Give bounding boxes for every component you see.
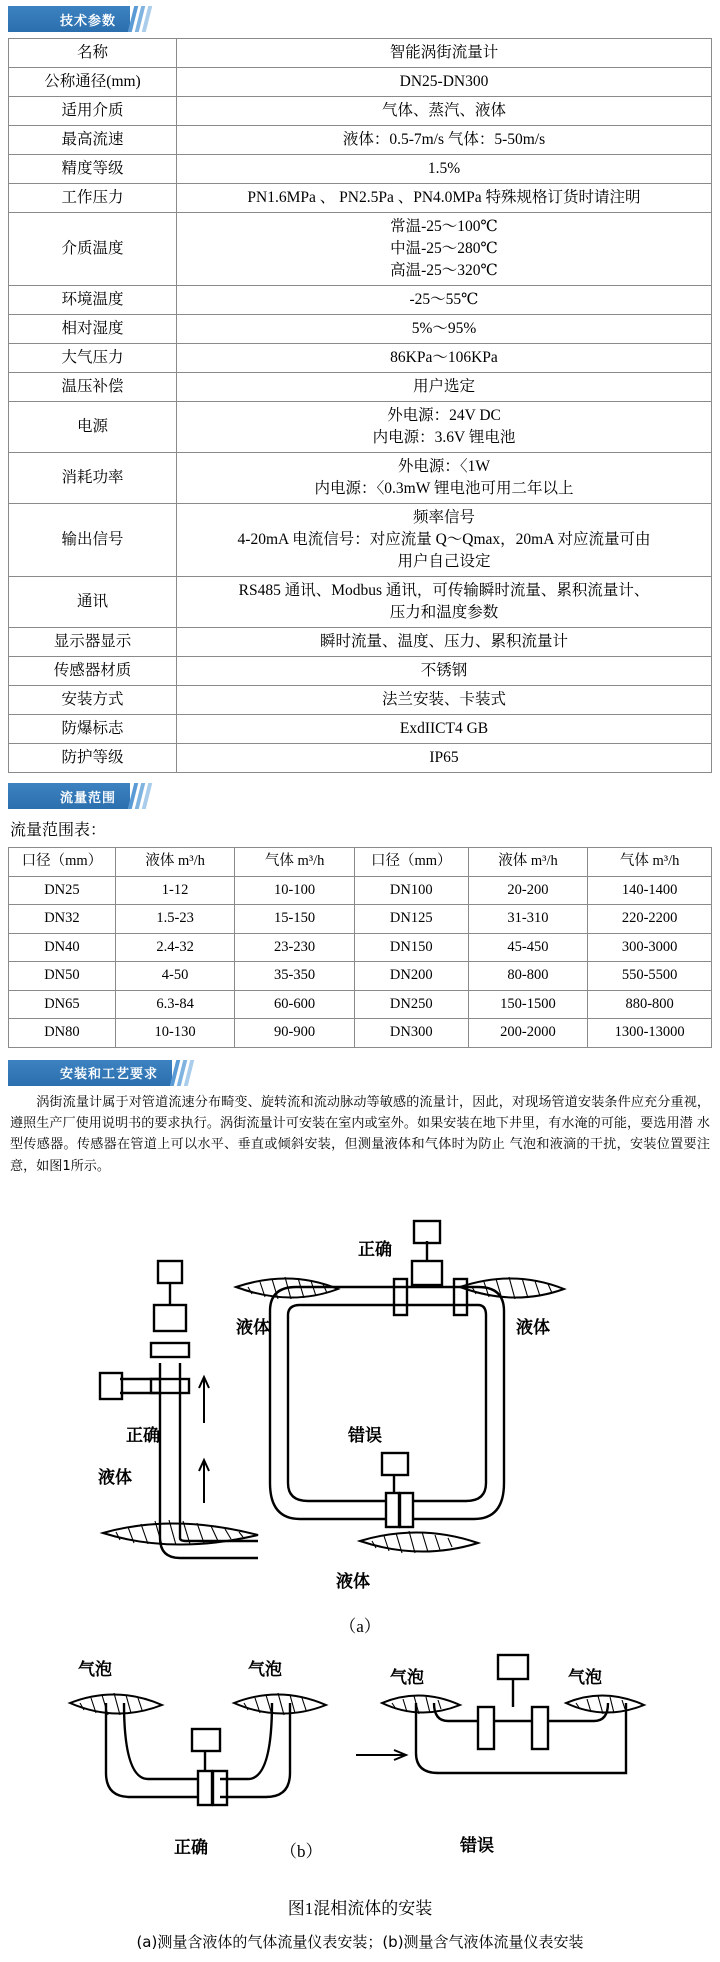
figure-diagram-b-svg [8,1645,708,1885]
flow-cell: 150-1500 [468,990,588,1019]
spec-key-cell: 介质温度 [9,213,177,286]
spec-key-cell: 温压补偿 [9,373,177,402]
table-row [9,628,712,657]
flow-cell: 220-2200 [588,905,712,934]
spec-key-cell: 输出信号 [9,504,177,577]
spec-key-cell: 适用介质 [9,97,177,126]
spec-key-cell: 通讯 [9,577,177,628]
spec-key-cell: 防护等级 [9,744,177,773]
label-wrong-b: 错误 [460,1835,494,1856]
flow-cell: 6.3-84 [115,990,235,1019]
spec-value-cell [177,315,712,344]
spec-value-line: -25～55℃ [409,291,479,308]
spec-key-cell: 公称通径(mm) [9,68,177,97]
spec-value-line: 外电源：〈1W [397,458,491,475]
spec-value-cell [177,744,712,773]
spec-value-line: 86KPa～106KPa [390,349,498,366]
flow-cell: DN150 [354,933,468,962]
table-row [9,126,712,155]
install-paragraph: 涡街流量计属于对管道流速分布畸变、旋转流和流动脉动等敏感的流量计，因此，对现场管道安装条件应充分重视，遵照生产厂使用说明书的要求执行。涡街流量计可安装在室内或室外。如果安装在地下井里，有水淹的可能，要选用潜 水型传感器。传感器在管道上可以水平、垂直或倾斜安装，但测量液体和气体时为防止 气泡和液滴的干扰，安装位置要注意，如图1所示。 [10,1094,710,1174]
spec-value-line: 瞬时流量、温度、压力、累积流量计 [319,633,568,650]
spec-value-line: 法兰安装、卡装式 [381,691,506,708]
figure-caption-main: 图1混相流体的安装 [287,1898,433,1918]
flow-cell: DN250 [354,990,468,1019]
spec-value-line: 5%～95% [411,320,477,337]
flow-cell: DN32 [9,905,116,934]
table-row [9,344,712,373]
section-badge-flow-label: 流量范围 [8,783,130,809]
spec-value-line: 内电源：〈0.3mW 锂电池可用二年以上 [314,480,574,497]
spec-value-line: 中温-25～280℃ [390,240,498,257]
flow-cell: DN80 [9,1019,116,1048]
spec-value-cell [177,286,712,315]
flow-cell: 1300-13000 [588,1019,712,1048]
spec-value-cell [177,68,712,97]
table-row [9,686,712,715]
table-row [9,155,712,184]
spec-key-cell: 大气压力 [9,344,177,373]
flow-cell: 1-12 [115,876,235,905]
flow-cell: DN50 [9,962,116,991]
flow-cell: 4-50 [115,962,235,991]
spec-value-line: 不锈钢 [420,662,468,679]
document-page [0,6,720,1962]
spec-value-line: 用户选定 [412,378,475,395]
table-row [9,962,712,991]
spec-value-line: 用户自己设定 [397,553,491,570]
table-row [9,97,712,126]
flow-cell: 10-130 [115,1019,235,1048]
spec-value-line: 内电源：3.6V 锂电池 [372,429,516,446]
table-row [9,504,712,577]
spec-value-line: 液体：0.5-7m/s 气体：5-50m/s [342,131,546,148]
flow-cell: 10-100 [235,876,355,905]
figure-label-b: （b） [280,1841,323,1861]
spec-value-cell [177,715,712,744]
table-row [9,286,712,315]
spec-value-cell [177,504,712,577]
flow-cell: 200-2000 [468,1019,588,1048]
table-row [9,213,712,286]
label-bubble-b-right-1: 气泡 [390,1667,424,1688]
spec-value-cell [177,97,712,126]
section-badge-spec-label: 技术参数 [8,6,130,32]
flow-cell: 300-3000 [588,933,712,962]
flow-table-caption: 流量范围表： [10,822,107,839]
flow-cell: 35-350 [235,962,355,991]
section-badge-spec [8,6,712,32]
spec-value-line: IP65 [429,749,459,766]
badge-stripes-icon [173,1060,194,1086]
flow-cell: 20-200 [468,876,588,905]
table-row [9,373,712,402]
spec-value-cell [177,344,712,373]
flow-cell: 140-1400 [588,876,712,905]
flow-cell: 880-800 [588,990,712,1019]
spec-key-cell: 最高流速 [9,126,177,155]
installation-figure [8,1183,712,1952]
table-row [9,990,712,1019]
spec-value-cell [177,628,712,657]
figure-diagrams-svg [8,1183,708,1613]
spec-value-line: 1.5% [427,160,461,177]
flow-header-cell: 液体 m³/h [115,848,235,877]
flow-cell: DN125 [354,905,468,934]
flow-cell: 60-600 [235,990,355,1019]
flow-header-cell: 气体 m³/h [588,848,712,877]
label-liquid-a-left: 液体 [98,1467,132,1488]
spec-value-line: 外电源：24V DC [387,407,501,424]
flow-cell: 1.5-23 [115,905,235,934]
flow-cell: DN25 [9,876,116,905]
spec-value-cell [177,657,712,686]
spec-table [8,38,712,773]
spec-key-cell: 相对湿度 [9,315,177,344]
section-badge-install-label: 安装和工艺要求 [8,1060,172,1086]
badge-stripes-icon [131,783,152,809]
spec-value-line: ExdIICT4 GB [399,720,489,737]
figure-label-a: （a） [339,1616,381,1636]
table-row [9,1019,712,1048]
label-correct-a-mid: 正确 [358,1239,392,1260]
spec-key-cell: 环境温度 [9,286,177,315]
flow-cell: 45-450 [468,933,588,962]
table-row [9,39,712,68]
badge-stripes-icon [131,6,152,32]
spec-value-line: DN25-DN300 [399,73,489,90]
spec-value-line: RS485 通讯、Modbus 通讯，可传输瞬时流量、累积流量计、 [238,582,650,599]
label-bubble-b-left-2: 气泡 [248,1659,282,1680]
figure-caption-sub: (a)测量含液体的气体流量仪表安装；(b)测量含气液体流量仪表安装 [136,1932,584,1951]
table-row [9,715,712,744]
label-bubble-b-right-2: 气泡 [568,1667,602,1688]
label-wrong-a-mid: 错误 [348,1425,382,1446]
flow-header-cell: 气体 m³/h [235,848,355,877]
flow-cell: 2.4-32 [115,933,235,962]
spec-key-cell: 工作压力 [9,184,177,213]
table-row [9,876,712,905]
spec-key-cell: 电源 [9,402,177,453]
spec-value-line: 频率信号 [412,509,475,526]
spec-value-line: 气体、蒸汽、液体 [381,102,506,119]
table-row [9,315,712,344]
label-liquid-a-mid-left: 液体 [236,1317,270,1338]
table-row [9,184,712,213]
table-row [9,577,712,628]
label-liquid-a-mid-right: 液体 [516,1317,550,1338]
flow-cell: 23-230 [235,933,355,962]
spec-value-line: 压力和温度参数 [389,604,499,621]
spec-value-cell [177,402,712,453]
table-row [9,905,712,934]
flow-cell: 31-310 [468,905,588,934]
spec-key-cell: 传感器材质 [9,657,177,686]
table-row [9,402,712,453]
spec-value-cell [177,184,712,213]
flow-cell: 550-5500 [588,962,712,991]
flow-range-table [8,847,712,1048]
flow-cell: DN100 [354,876,468,905]
spec-value-cell [177,453,712,504]
spec-value-line: 高温-25～320℃ [390,262,498,279]
flow-header-cell: 口径（mm） [9,848,116,877]
section-badge-flow [8,783,712,809]
spec-value-cell [177,126,712,155]
spec-key-cell: 名称 [9,39,177,68]
table-row [9,453,712,504]
spec-value-line: 4-20mA 电流信号：对应流量 Q～Qmax，20mA 对应流量可由 [237,531,651,548]
spec-value-cell [177,373,712,402]
spec-value-cell [177,686,712,715]
spec-value-line: 常温-25～100℃ [390,218,498,235]
flow-cell: DN300 [354,1019,468,1048]
table-row [9,657,712,686]
spec-key-cell: 安装方式 [9,686,177,715]
spec-key-cell: 显示器显示 [9,628,177,657]
table-header-row [9,848,712,877]
flow-cell: 90-900 [235,1019,355,1048]
label-correct-b: 正确 [174,1837,208,1858]
section-badge-install [8,1060,712,1086]
label-bubble-b-left-1: 气泡 [78,1659,112,1680]
flow-cell: DN65 [9,990,116,1019]
flow-cell: 80-800 [468,962,588,991]
spec-key-cell: 防爆标志 [9,715,177,744]
label-correct-a-left: 正确 [126,1425,160,1446]
flow-cell: DN40 [9,933,116,962]
flow-cell: 15-150 [235,905,355,934]
spec-value-line: PN1.6MPa 、 PN2.5Pa 、PN4.0MPa 特殊规格订货时请注明 [247,189,641,206]
flow-header-cell: 液体 m³/h [468,848,588,877]
spec-key-cell: 消耗功率 [9,453,177,504]
table-row [9,68,712,97]
flow-header-cell: 口径（mm） [354,848,468,877]
spec-value-cell [177,155,712,184]
spec-value-cell [177,213,712,286]
flow-cell: DN200 [354,962,468,991]
table-row [9,744,712,773]
spec-value-cell [177,577,712,628]
spec-value-cell [177,39,712,68]
spec-value-line: 智能涡街流量计 [389,44,499,61]
table-row [9,933,712,962]
label-liquid-a-bottom: 液体 [336,1571,370,1592]
spec-key-cell: 精度等级 [9,155,177,184]
